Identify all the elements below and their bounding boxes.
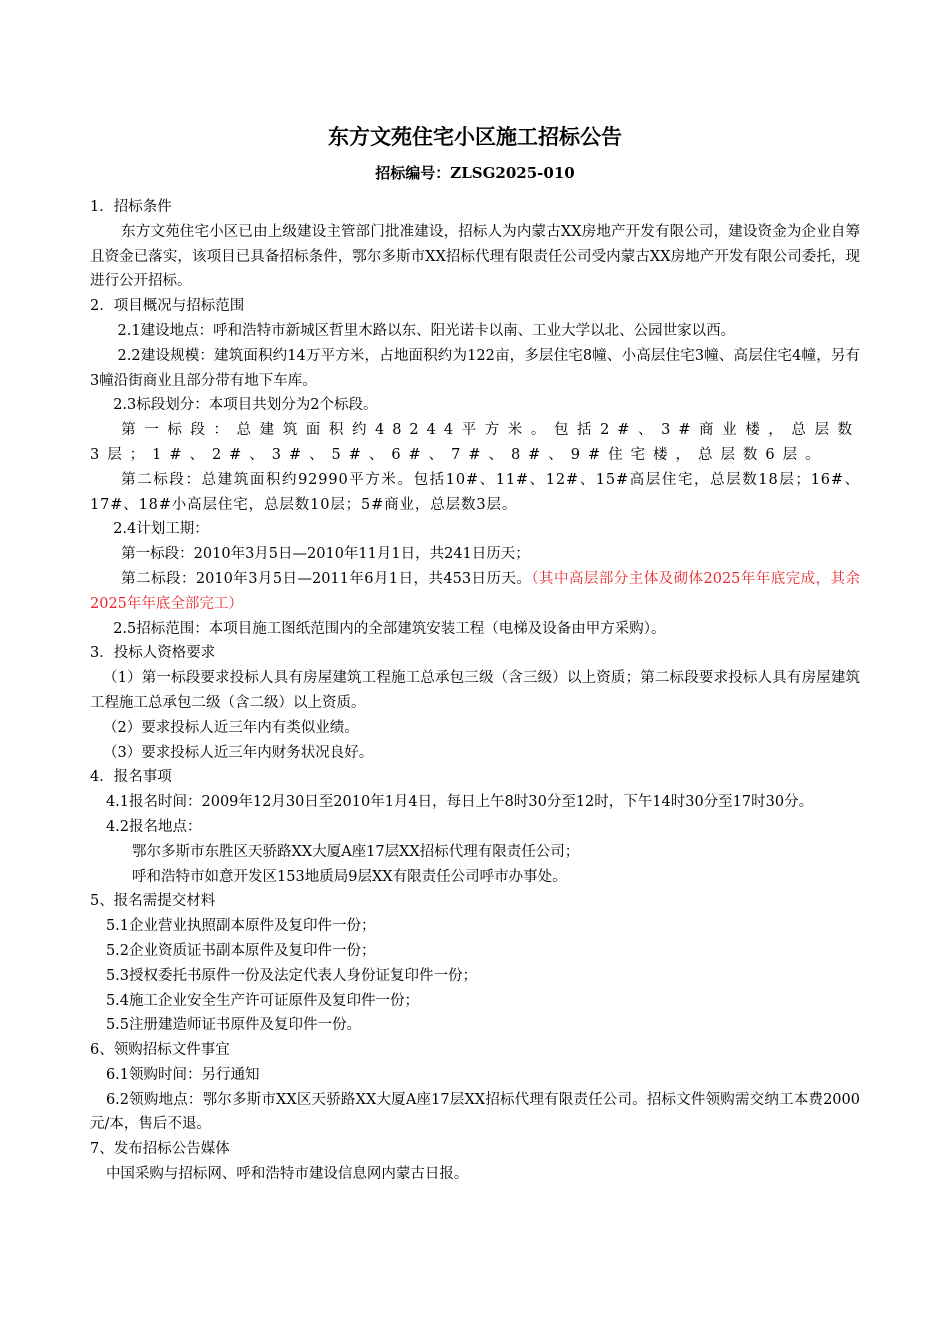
purchase-location-paragraph: 6.2领购地点：鄂尔多斯市XX区天骄路XX大厦A座17层XX招标代理有限责任公司。招标文件领购需交纳工本费2000元/本，售后不退。 <box>90 1091 860 1133</box>
section-heading-1: 1．招标条件 <box>90 199 172 215</box>
registration-time-paragraph: 4.1报名时间：2009年12月30日至2010年1月4日，每日上午8时30分至12时，下午14时30分至17时30分。 <box>105 794 814 811</box>
qualification-requirement-2: （2）要求投标人近三年内有类似业绩。 <box>103 719 359 736</box>
tender-conditions-paragraph: 东方文苑住宅小区已由上级建设主管部门批准建设，招标人为内蒙古XX房地产开发有限公司，建设资金为企业自筹且资金已落实，该项目已具备招标条件，鄂尔多斯市XX招标代理有限责任公司受内蒙古XX房地产开发有限公司委托，现进行公开招标。 <box>90 223 860 290</box>
material-item-2: 5.2企业资质证书副本原件及复印件一份； <box>105 942 376 959</box>
tender-number: 招标编号：ZLSG2025-010 <box>375 164 575 182</box>
lot-1-paragraph: 第一标段：总建筑面积约48244平方米。包括2#、3#商业楼，总层数3层；1#、2#、3#、5#、6#、7#、8#、9#住宅楼，总层数6层。 <box>90 422 860 463</box>
registration-location-heading: 4.2报名地点： <box>105 818 202 835</box>
schedule-lot-1: 第一标段：2010年3月5日—2010年11月1日，共241日历天； <box>121 546 530 563</box>
document-body <box>90 195 860 1187</box>
lot-division-paragraph: 2.3标段划分：本项目共划分为2个标段。 <box>113 397 378 414</box>
section-heading-3: 3．投标人资格要求 <box>90 645 216 662</box>
registration-location-2: 呼和浩特市如意开发区153地质局9层XX有限责任公司呼市办事处。 <box>132 868 567 885</box>
material-item-5: 5.5注册建造师证书原件及复印件一份。 <box>105 1017 361 1034</box>
qualification-requirement-1: （1）第一标段要求投标人具有房屋建筑工程施工总承包三级（含三级）以上资质；第二标段要求投标人具有房屋建筑工程施工总承包二级（含二级）以上资质。 <box>90 670 860 711</box>
construction-scale-paragraph: 2.2建设规模：建筑面积约14万平方米，占地面积约为122亩，多层住宅8幢、小高层住宅3幢、高层住宅4幢，另有3幢沿街商业且部分带有地下车库。 <box>90 347 860 389</box>
section-heading-5: 5、报名需提交材料 <box>90 893 216 910</box>
qualification-requirement-3: （3）要求投标人近三年内财务状况良好。 <box>103 744 374 761</box>
tender-scope-paragraph: 2.5招标范围：本项目施工图纸范围内的全部建筑安装工程（电梯及设备由甲方采购）。 <box>113 620 666 637</box>
material-item-4: 5.4施工企业安全生产许可证原件及复印件一份； <box>105 992 419 1009</box>
schedule-heading: 2.4计划工期： <box>113 521 209 538</box>
schedule-lot-2-note: （其中高层部分主体及砌体2025年年底完成，其余2025年年底全部完工） <box>90 570 860 612</box>
document-title: 东方文苑住宅小区施工招标公告 <box>328 124 622 149</box>
material-item-1: 5.1企业营业执照副本原件及复印件一份； <box>105 918 376 935</box>
section-heading-7: 7、发布招标公告媒体 <box>90 1141 230 1158</box>
registration-location-1: 鄂尔多斯市东胜区天骄路XX大厦A座17层XX招标代理有限责任公司； <box>132 843 580 860</box>
publication-media-paragraph: 中国采购与招标网、呼和浩特市建设信息网内蒙古日报。 <box>105 1166 469 1183</box>
construction-site-paragraph: 2.1建设地点：呼和浩特市新城区哲里木路以东、阳光诺卡以南、工业大学以北、公园世家以西。 <box>117 322 736 339</box>
material-item-3: 5.3授权委托书原件一份及法定代表人身份证复印件一份； <box>105 967 477 984</box>
lot-2-paragraph: 第二标段：总建筑面积约92990平方米。包括10#、11#、12#、15#高层住宅，总层数18层；16#、17#、18#小高层住宅，总层数10层；5#商业，总层数3层。 <box>90 471 860 513</box>
section-heading-2: 2．项目概况与招标范围 <box>90 298 245 315</box>
schedule-lot-2 <box>90 567 860 617</box>
schedule-lot-2-text: 第二标段：2010年3月5日—2011年6月1日，共453日历天。 <box>121 570 532 587</box>
section-heading-6: 6、领购招标文件事宜 <box>90 1042 230 1059</box>
purchase-time-paragraph: 6.1领购时间：另行通知 <box>105 1066 260 1083</box>
section-heading-4: 4．报名事项 <box>90 769 172 786</box>
